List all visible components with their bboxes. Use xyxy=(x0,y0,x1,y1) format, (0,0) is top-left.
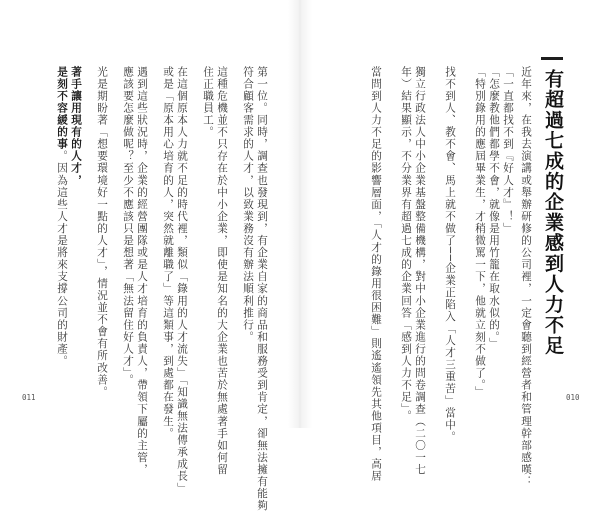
left-text-line: 第一位。同時，調查也發現到，有企業自家的商品和服務受到肯定，卻無法擁有能夠 xyxy=(256,66,268,512)
right-text-line: 當問到人力不足的影響層面，「人才的錄用很困難」則遙遙領先其他項目，高居 xyxy=(370,66,382,483)
left-text-line: 在這個原本人力就不足的時代裡，類似「錄用的人才流失」「知識無法傳承成長」 xyxy=(176,66,188,495)
left-text-line: 或是「原本用心培育的人，突然就離職了」等這類事，到處都在發生。 xyxy=(162,66,174,440)
right-text-line: 「一直都找不到『好人才』！」 xyxy=(502,66,514,235)
text-segment-bold: 著手讓用現有的人才， xyxy=(70,66,82,187)
page-gutter xyxy=(288,0,312,428)
right-text-line: 「怎麼教他們都學不會，就像是用竹籠在取水似的。」 xyxy=(488,66,500,350)
left-text-line: 光是期盼著「想要環境好一點的人才」，情況並不會有所改善。 xyxy=(96,66,108,399)
right-text-line: 「特別錄用的應屆畢業生，才稍微罵一下，他就立刻不做了。」 xyxy=(474,66,486,399)
right-text-line: 年）結果顯示，不分業界有超過七成的企業回答「感到人力不足」。 xyxy=(400,66,412,423)
left-text-line-mixed xyxy=(56,66,68,367)
left-text-line: 符合顧客需求的人才，以致業務沒有辦法順利推行。 xyxy=(242,66,254,344)
left-text-line-mixed xyxy=(70,66,82,187)
page-number-left: 011 xyxy=(22,393,36,402)
left-text-line: 住正職員工。 xyxy=(202,66,214,139)
chapter-title: 有超過七成的企業感到人力不足 xyxy=(542,69,564,356)
page-number-right: 010 xyxy=(566,393,580,402)
left-text-line: 遇到這些狀況時，企業的經營團隊或是人才培育的負責人，帶領下屬的主管， xyxy=(136,66,148,476)
left-text-line: 應該要怎麼做呢？至少不應該只是想著「無法留住好人才」。 xyxy=(122,66,134,387)
chapter-title-block xyxy=(540,57,564,356)
right-text-line: 近年來，在我去演講或舉辦研修的公司裡，一定會聽到經營者和管理幹部感嘆： xyxy=(520,66,532,488)
right-text-line: 獨立行政法人中小企業基盤整備機構，對中小企業進行的問卷調查（二〇一七 xyxy=(414,66,426,476)
left-text-line: 這種危機並不只存在於中小企業，即使是知名的大企業也苦於無處著手如何留 xyxy=(216,66,228,476)
text-segment-bold: 是刻不容緩的事 xyxy=(56,66,68,151)
text-segment: 。因為這些人才是將來支撐公司的財產。 xyxy=(56,150,68,368)
right-text-line: 找不到人、教不會、馬上就不做了──企業正陷入「人才三重苦」當中。 xyxy=(444,66,456,444)
title-rule xyxy=(541,57,563,60)
